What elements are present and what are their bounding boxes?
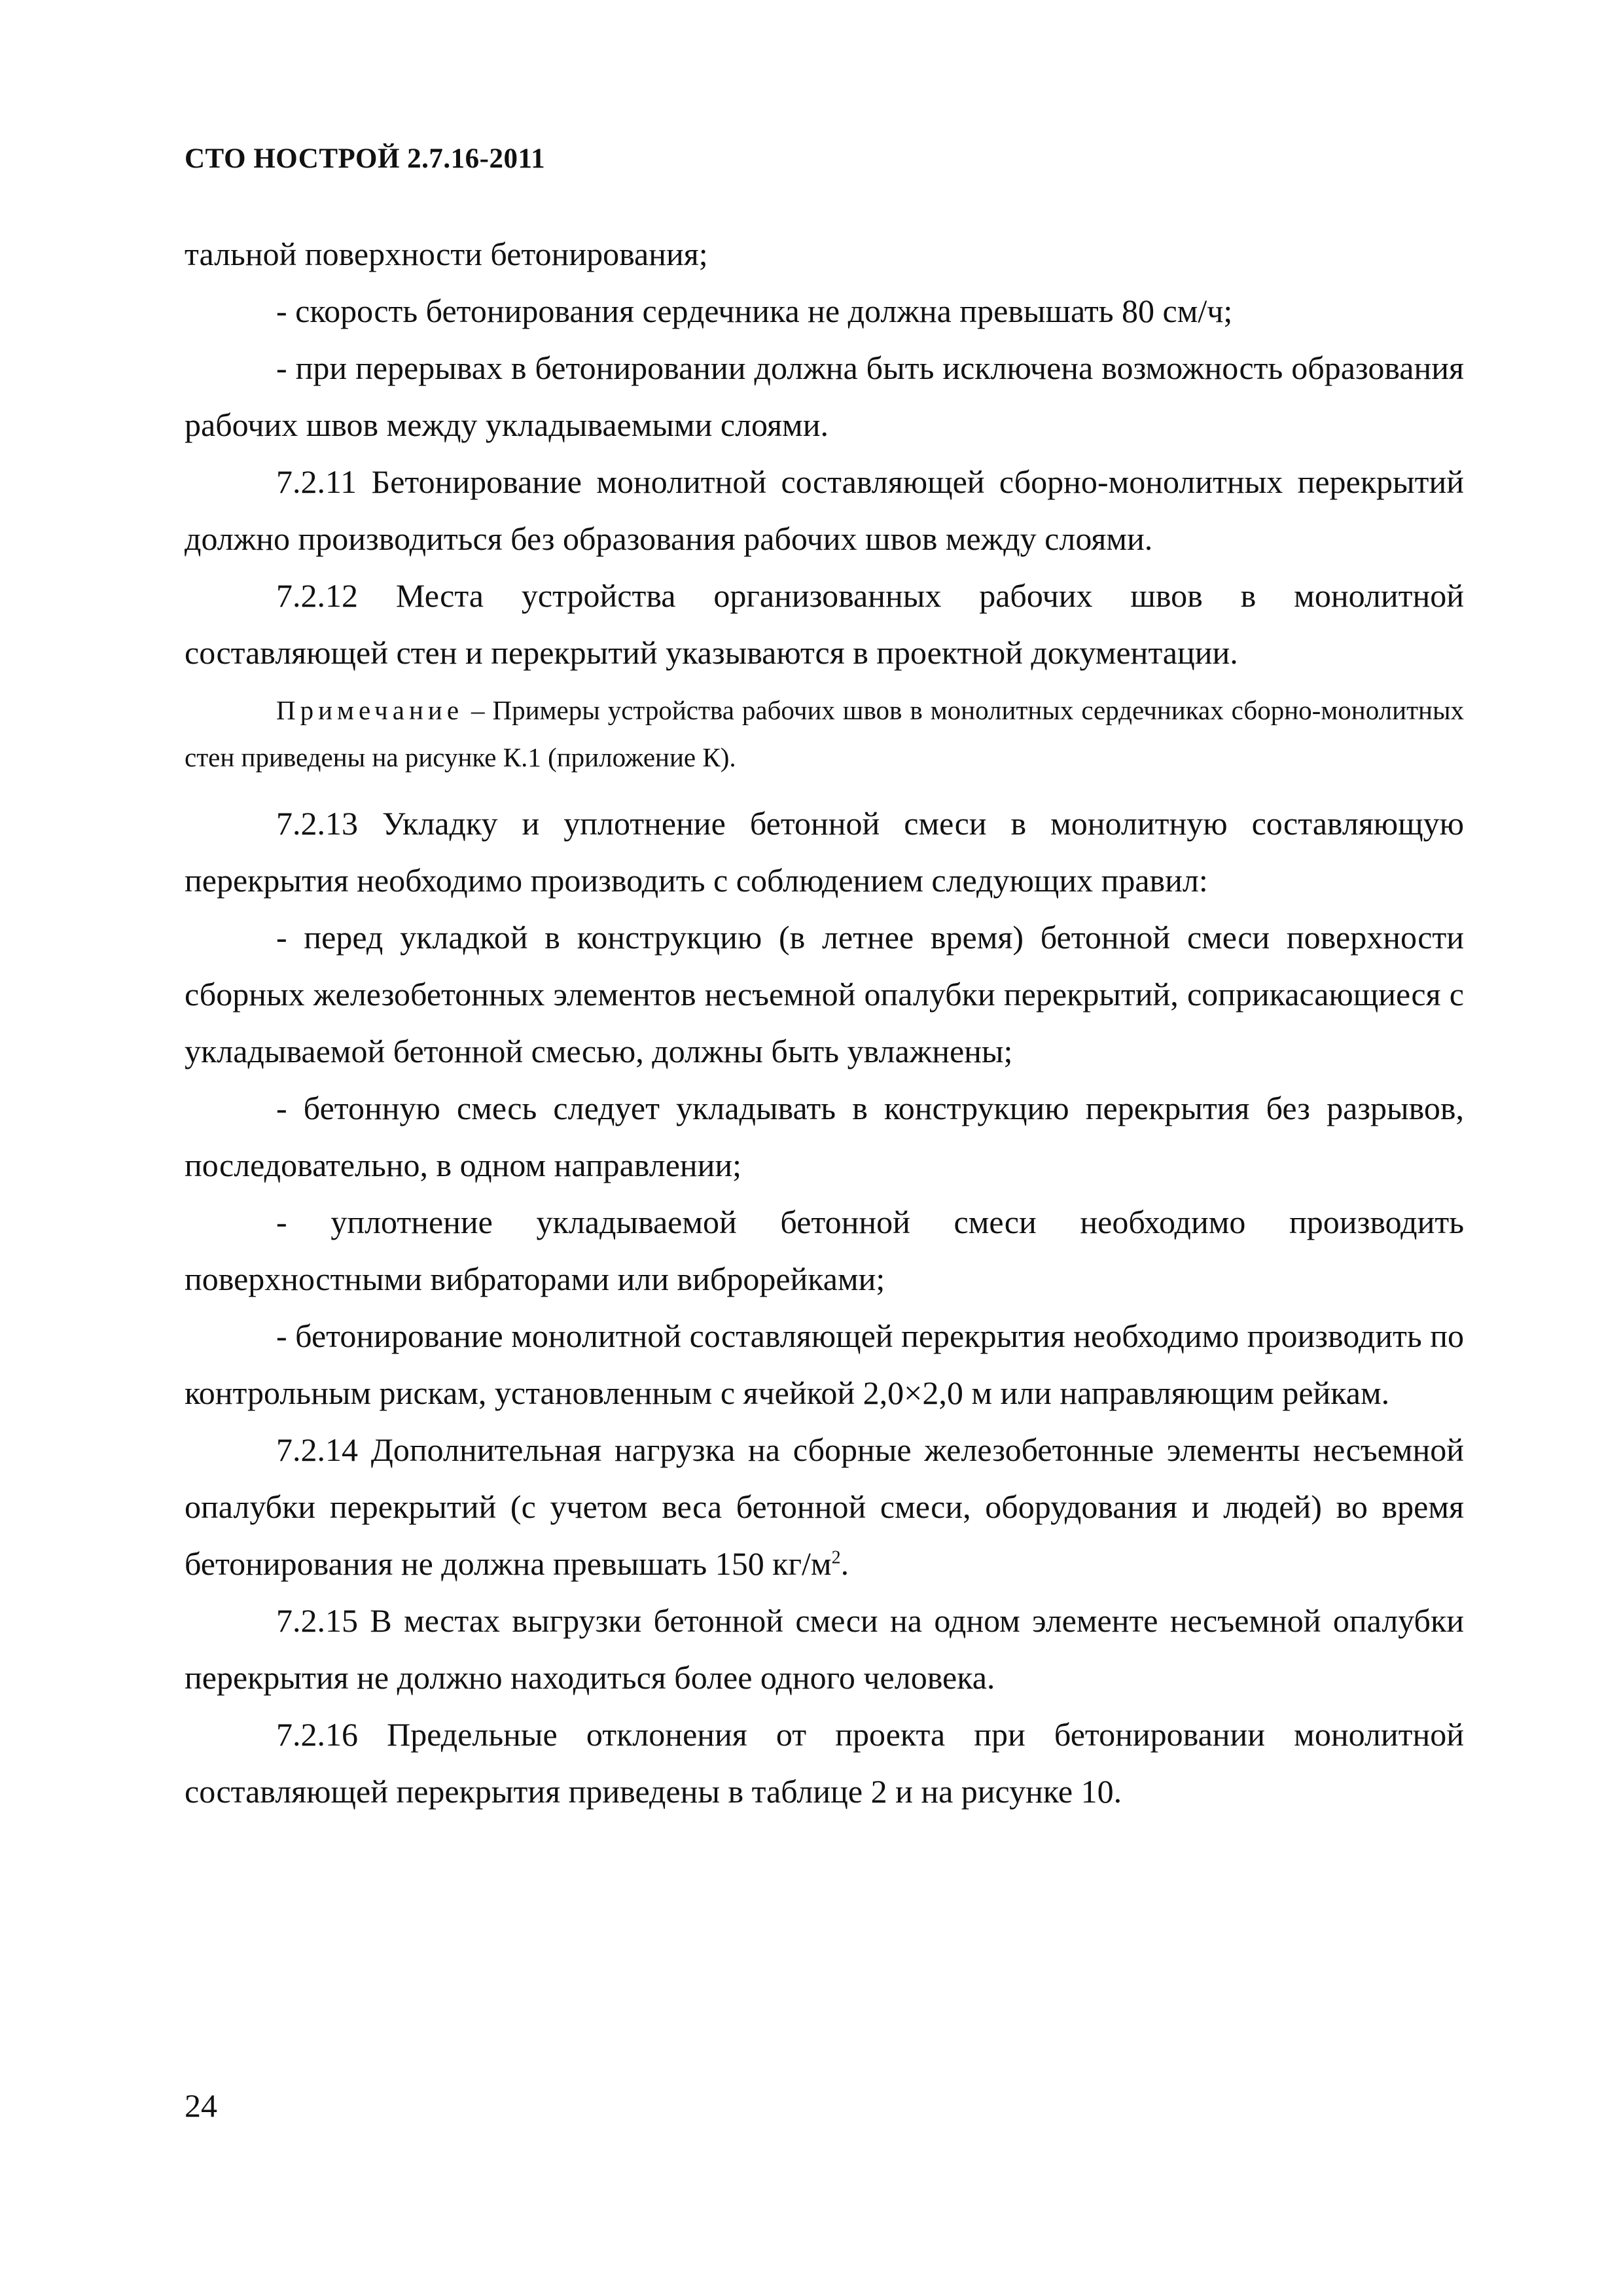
clause-7-2-13: 7.2.13 Укладку и уплотнение бетонной смеси в монолитную составляющую перекрытия необходимо производить с соблюдением следующих правил: <box>185 805 1464 899</box>
list-item-compaction: - уплотнение укладываемой бетонной смеси необходимо производить поверхностными вибраторами или виброрейками; <box>185 1204 1464 1297</box>
superscript: 2 <box>831 1547 841 1568</box>
paragraph-continuation: тальной поверхности бетонирования; <box>185 236 708 272</box>
clause-7-2-14-end: . <box>840 1545 849 1582</box>
document-body <box>185 226 1464 1820</box>
note-text: – Примеры устройства рабочих швов в монолитных сердечниках сборно-монолитных стен приведены на рисунке К.1 (приложение К). <box>185 695 1464 772</box>
clause-7-2-14-text: 7.2.14 Дополнительная нагрузка на сборные железобетонные элементы несъемной опалубки перекрытий (с учетом веса бетонной смеси, оборудования и людей) во время бетонирования не должна превышать 150 кг/м <box>185 1431 1464 1582</box>
page-number: 24 <box>185 2087 217 2124</box>
list-item-placing: - бетонную смесь следует укладывать в конструкцию перекрытия без разрывов, последовательно, в одном направлении; <box>185 1090 1464 1183</box>
list-item-concreting-speed: - скорость бетонирования сердечника не должна превышать 80 см/ч; <box>276 293 1233 329</box>
clause-7-2-12: 7.2.12 Места устройства организованных рабочих швов в монолитной составляющей стен и перекрытий указываются в проектной документации. <box>185 577 1464 671</box>
clause-7-2-14 <box>185 1422 1464 1592</box>
list-item-control-marks: - бетонирование монолитной составляющей перекрытия необходимо производить по контрольным рискам, установленным с ячейкой 2,0×2,0 м или направляющим рейкам. <box>185 1318 1464 1411</box>
note-label: Примечание <box>276 695 464 725</box>
document-header: СТО НОСТРОЙ 2.7.16-2011 <box>185 143 546 174</box>
list-item-moistening: - перед укладкой в конструкцию (в летнее время) бетонной смеси поверхности сборных железобетонных элементов несъемной опалубки перекрытий, соприкасающиеся с укладываемой бетонной смесью, должны быть увлажнены; <box>185 919 1464 1069</box>
note <box>185 687 1464 781</box>
list-item-work-joints: - при перерывах в бетонировании должна быть исключена возможность образования рабочих швов между укладываемыми слоями. <box>185 350 1464 443</box>
clause-7-2-15: 7.2.15 В местах выгрузки бетонной смеси на одном элементе несъемной опалубки перекрытия не должно находиться более одного человека. <box>185 1602 1464 1696</box>
clause-7-2-11: 7.2.11 Бетонирование монолитной составляющей сборно-монолитных перекрытий должно производиться без образования рабочих швов между слоями. <box>185 463 1464 557</box>
clause-7-2-16: 7.2.16 Предельные отклонения от проекта при бетонировании монолитной составляющей перекрытия приведены в таблице 2 и на рисунке 10. <box>185 1716 1464 1810</box>
